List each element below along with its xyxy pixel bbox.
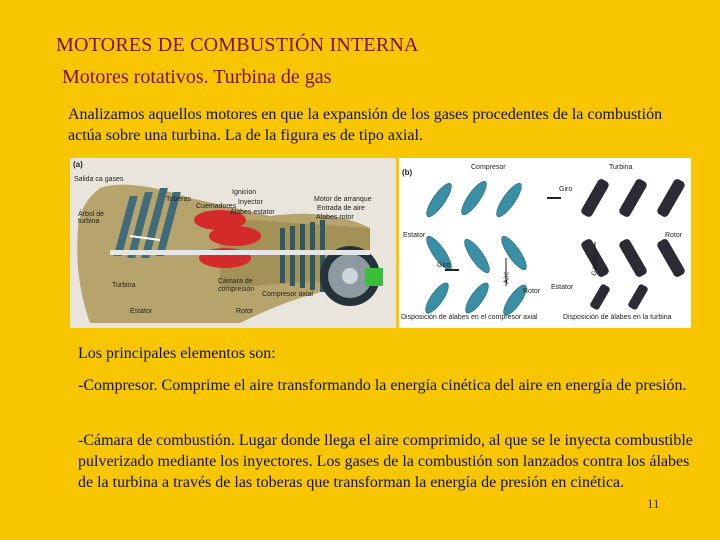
- label-salida-gases: Salida ca gases: [74, 176, 124, 183]
- label-alabes-rotor: Alabes rotor: [316, 214, 354, 221]
- label-b-estator-left: Estator: [403, 232, 426, 239]
- label-inyector: Inyector: [238, 199, 263, 206]
- label-alabes-estator: Álabes estator: [230, 209, 275, 216]
- label-b-giro-left: Giro: [437, 262, 451, 269]
- compresor-text: . Comprime el aire transformando la energía cinética del aire en energía de presión.: [153, 377, 687, 394]
- label-camara-2: compresión: [218, 286, 255, 293]
- label-b-rotor-mid: Rotor: [523, 288, 541, 295]
- label-camara: Cámara de: [218, 278, 253, 285]
- label-cuemadores: Cuemadores: [196, 203, 237, 210]
- figure-a-tag: (a): [73, 160, 83, 169]
- camara-term: -Cámara de combustión: [78, 432, 231, 449]
- intro-paragraph: Analizamos aquellos motores en que la expansión de los gases procedentes de la combustión actúa sobre una turbina. La de la figura es de tipo axial.: [68, 106, 663, 144]
- page-number: 11: [647, 496, 660, 511]
- label-rotor: Rotor: [236, 308, 254, 315]
- label-toberas: Toberas: [166, 196, 191, 203]
- label-ignicion: Ignicion: [232, 189, 257, 196]
- compresor-term: -Compresor: [78, 377, 154, 394]
- label-arbol-turbina: Árbol de turbina: [78, 211, 105, 225]
- camara-text: . Lugar donde llega el aire comprimido, al que se le inyecta combustible pulverizado mediante los inyectores. Los gases de la combustión son lanzados contra los álabes de la turbina a través de las toberas que transforman la energía de presión en cinética.: [78, 432, 693, 491]
- label-turbina: Turbina: [112, 282, 136, 289]
- label-b-estator-right: Estator: [551, 284, 574, 291]
- label-b-turbina: Turbina: [609, 164, 633, 171]
- blade-arrangement-figure: [399, 158, 691, 328]
- compresor-paragraph: [78, 375, 698, 396]
- label-entrada-aire: Entrada de aire: [317, 205, 365, 212]
- label-b-giro-top: Giro: [559, 186, 573, 193]
- label-estator: Estator: [130, 308, 153, 315]
- elements-heading: Los principales elementos son:: [78, 345, 276, 362]
- label-b-rotor-right: Rotor: [665, 232, 683, 239]
- blade-arrangement-illustration: [399, 158, 691, 328]
- label-b-aire: Aire: [503, 271, 511, 284]
- turbine-cutaway-figure: [70, 158, 396, 328]
- turbine-cutaway-illustration: [70, 158, 396, 328]
- label-motor-arranque: Motor de arranque: [314, 196, 372, 203]
- slide-title: MOTORES DE COMBUSTIÓN INTERNA: [56, 34, 419, 56]
- figure-b-tag: (b): [402, 168, 413, 177]
- caption-b-right: Disposición de álabes en la turbina: [563, 314, 672, 321]
- caption-b-left: Disposición de álabes en el compresor axial: [401, 314, 538, 321]
- label-b-gases: Gases: [591, 255, 599, 276]
- camara-paragraph: [78, 430, 698, 493]
- label-b-compresor: Compresor: [471, 164, 506, 171]
- label-compresor-axial: Compresor axial: [262, 291, 313, 298]
- slide-subtitle: Motores rotativos. Turbina de gas: [62, 66, 332, 88]
